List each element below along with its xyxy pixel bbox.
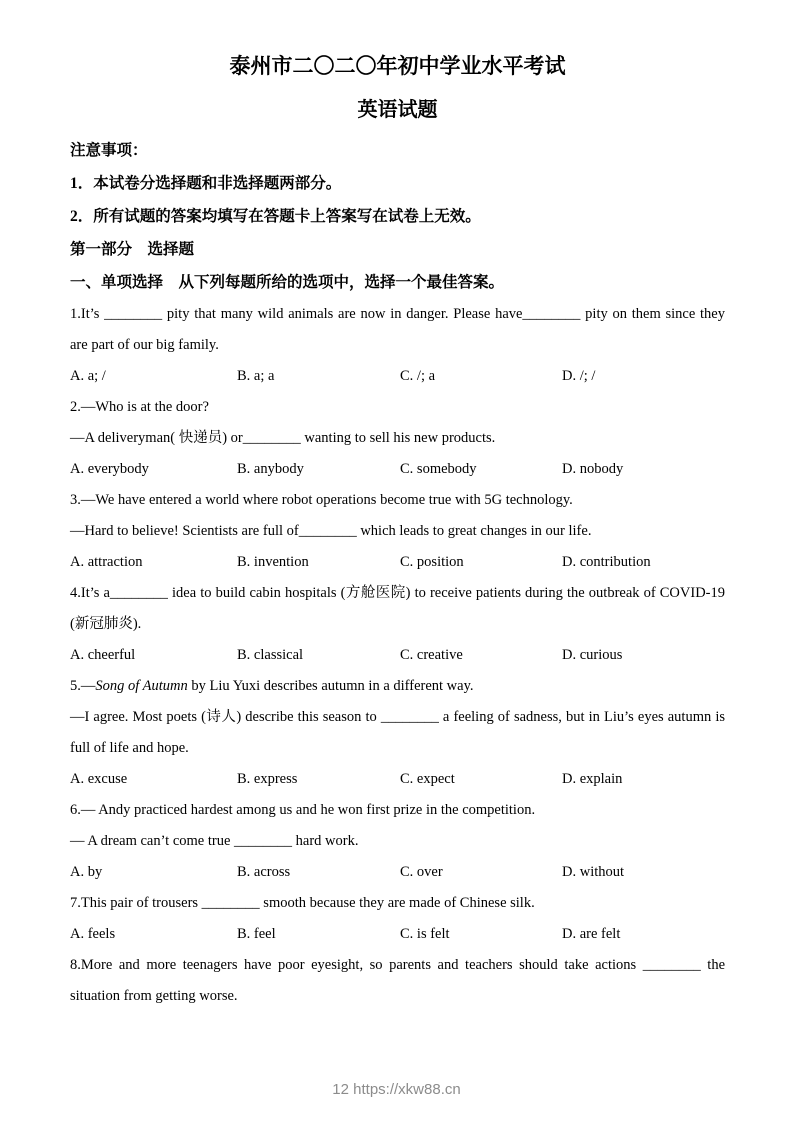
question-stem: —Hard to believe! Scientists are full of________ which leads to great changes in our life.	[70, 523, 592, 539]
exam-title: 泰州市二〇二〇年初中学业水平考试	[229, 54, 566, 78]
option: B. across	[237, 864, 291, 880]
option: B. express	[237, 771, 298, 787]
notice-item: 2．所有试题的答案均填写在答题卡上答案写在试卷上无效。	[70, 208, 481, 225]
question-stem: 3.—We have entered a world where robot operations become true with 5G technology.	[70, 492, 573, 508]
question-stem-italic: Song of Autumn	[95, 678, 188, 694]
option: C. position	[400, 554, 464, 570]
question-stem: 8.More and more teenagers have poor eyesight, so parents and teachers should take actions ________ the situation from getting worse.	[70, 957, 725, 1004]
question	[70, 578, 725, 671]
option: A. cheerful	[70, 647, 136, 663]
question-stem-text: by Liu Yuxi describes autumn in a different way.	[187, 678, 474, 694]
option: B. invention	[237, 554, 309, 570]
option: D. explain	[562, 771, 623, 787]
option: A. attraction	[70, 554, 143, 570]
question-stem: —A deliveryman( 快递员) or________ wanting to sell his new products.	[70, 430, 496, 446]
question	[70, 795, 725, 888]
exam-subtitle: 英语试题	[357, 99, 438, 121]
page-footer: 12 https://xkw88.cn	[332, 1081, 461, 1098]
question	[70, 888, 725, 950]
option: B. classical	[237, 647, 304, 663]
part-heading: 第一部分 选择题	[70, 241, 195, 258]
options-row	[70, 547, 725, 578]
option: D. /; /	[562, 368, 596, 384]
option: A. feels	[70, 926, 116, 942]
notice-heading: 注意事项：	[70, 142, 148, 159]
question	[70, 950, 725, 1012]
question-stem: —I agree. Most poets (诗人) describe this season to ________ a feeling of sadness, but in Liu’s eyes autumn is full of life and hope.	[70, 709, 725, 756]
question-stem	[70, 671, 725, 702]
options-row	[70, 640, 725, 671]
option: C. somebody	[400, 461, 477, 477]
option: C. is felt	[400, 926, 450, 942]
notice-item: 1．本试卷分选择题和非选择题两部分。	[70, 175, 342, 192]
options-row	[70, 857, 725, 888]
option: D. without	[562, 864, 625, 880]
question-list	[70, 299, 725, 1012]
option: C. expect	[400, 771, 455, 787]
option: A. a; /	[70, 368, 106, 384]
option: D. curious	[562, 647, 623, 663]
option: D. are felt	[562, 926, 621, 942]
option: A. excuse	[70, 771, 128, 787]
option: B. feel	[237, 926, 276, 942]
question	[70, 485, 725, 578]
question	[70, 299, 725, 392]
option: C. /; a	[400, 368, 436, 384]
options-row	[70, 454, 725, 485]
question-stem: — A dream can’t come true ________ hard work.	[70, 833, 359, 849]
question-stem: 4.It’s a________ idea to build cabin hospitals (方舱医院) to receive patients during the outbreak of COVID-19 (新冠肺炎).	[70, 585, 725, 632]
options-row	[70, 764, 725, 795]
option: B. anybody	[237, 461, 304, 477]
options-row	[70, 919, 725, 950]
option: B. a; a	[237, 368, 275, 384]
options-row	[70, 361, 725, 392]
option: A. everybody	[70, 461, 149, 477]
question-stem-text: 5.—	[70, 678, 96, 694]
notice-list	[70, 167, 725, 233]
question-stem: 6.— Andy practiced hardest among us and he won first prize in the competition.	[70, 802, 536, 818]
option: C. creative	[400, 647, 463, 663]
option: D. nobody	[562, 461, 624, 477]
question-stem: 1.It’s ________ pity that many wild animals are now in danger. Please have________ pity on them since they are part of our big family.	[70, 306, 725, 353]
question	[70, 671, 725, 795]
option: D. contribution	[562, 554, 651, 570]
option: A. by	[70, 864, 103, 880]
question-stem: 2.—Who is at the door?	[70, 399, 209, 415]
question-stem: 7.This pair of trousers ________ smooth because they are made of Chinese silk.	[70, 895, 535, 911]
section-heading: 一、单项选择 从下列每题所给的选项中，选择一个最佳答案。	[70, 274, 505, 291]
option: C. over	[400, 864, 443, 880]
question	[70, 392, 725, 485]
